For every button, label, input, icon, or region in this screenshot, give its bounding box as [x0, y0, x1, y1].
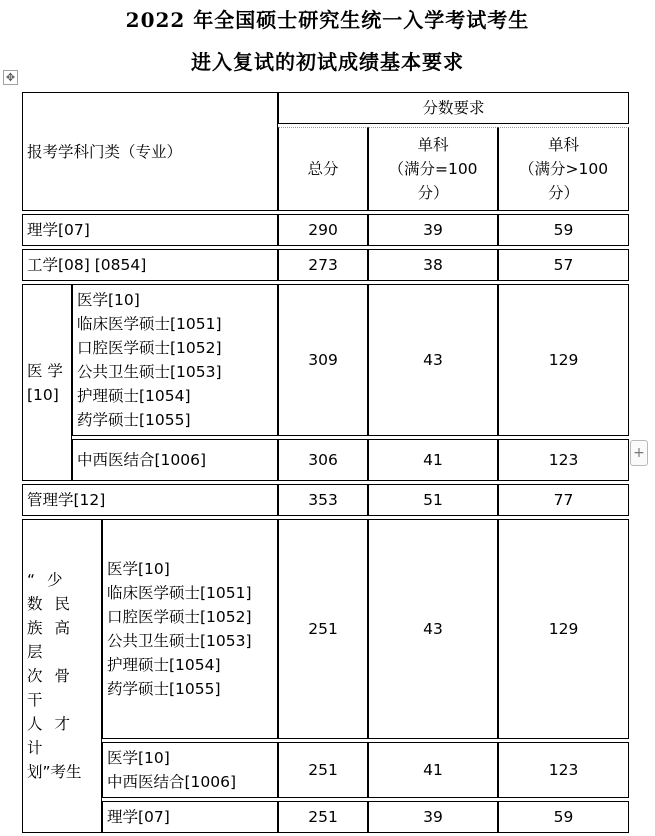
total-score: 251 [278, 742, 368, 798]
discipline-name: 工学[08] [0854] [22, 249, 278, 281]
score-table [22, 89, 629, 836]
total-score: 290 [278, 214, 368, 246]
table-row [22, 742, 629, 798]
move-handle-icon[interactable]: ✥ [3, 70, 18, 85]
single-100-score: 38 [368, 249, 498, 281]
discipline-name: 管理学[12] [22, 484, 278, 516]
medicine-subjects: 医学[10] 临床医学硕士[1051] 口腔医学硕士[1052] 公共卫生硕士[1053] 护理硕士[1054] 药学硕士[1055] [72, 284, 278, 436]
page-subtitle: 进入复试的初试成绩基本要求 [191, 50, 464, 74]
single-100-score: 39 [368, 214, 498, 246]
score-group-header: 分数要求 [278, 92, 629, 124]
single-100-score: 43 [368, 519, 498, 739]
total-score: 251 [278, 519, 368, 739]
header-row-1 [22, 92, 629, 124]
single-gt100-score: 123 [498, 439, 629, 481]
minority-medicine-subjects: 医学[10] 临床医学硕士[1051] 口腔医学硕士[1052] 公共卫生硕士[1053] 护理硕士[1054] 药学硕士[1055] [102, 519, 278, 739]
page-title: 2022 年全国硕士研究生统一入学考试考生 [125, 8, 530, 32]
total-score: 273 [278, 249, 368, 281]
minority-integrated-subjects: 医学[10] 中西医结合[1006] [102, 742, 278, 798]
table-row [22, 801, 629, 833]
table-row [22, 439, 629, 481]
table-row [22, 484, 629, 516]
total-score: 251 [278, 801, 368, 833]
total-score: 353 [278, 484, 368, 516]
single-100-score: 41 [368, 439, 498, 481]
single-subject-100-header: 单科 （满分=100 分） [368, 127, 498, 211]
category-header: 报考学科门类（专业） [22, 92, 278, 211]
medicine-group-label: 医 学 [10] [22, 284, 72, 481]
single-gt100-score: 129 [498, 284, 629, 436]
discipline-name: 理学[07] [22, 214, 278, 246]
discipline-name: 中西医结合[1006] [72, 439, 278, 481]
table-row [22, 249, 629, 281]
single-100-score: 43 [368, 284, 498, 436]
table-row [22, 519, 629, 739]
single-100-score: 39 [368, 801, 498, 833]
minority-group-label: “少数民 族高层 次骨干 人才计 划”考生 [22, 519, 102, 833]
single-gt100-score: 57 [498, 249, 629, 281]
single-100-score: 51 [368, 484, 498, 516]
add-column-icon[interactable]: + [630, 440, 648, 466]
total-score: 306 [278, 439, 368, 481]
total-score-header: 总分 [278, 127, 368, 211]
table-row [22, 214, 629, 246]
single-subject-gt100-header: 单科 （满分>100 分） [498, 127, 629, 211]
single-gt100-score: 123 [498, 742, 629, 798]
table-row [22, 284, 629, 436]
single-gt100-score: 77 [498, 484, 629, 516]
single-gt100-score: 59 [498, 801, 629, 833]
single-gt100-score: 59 [498, 214, 629, 246]
discipline-name: 理学[07] [102, 801, 278, 833]
total-score: 309 [278, 284, 368, 436]
single-100-score: 41 [368, 742, 498, 798]
single-gt100-score: 129 [498, 519, 629, 739]
